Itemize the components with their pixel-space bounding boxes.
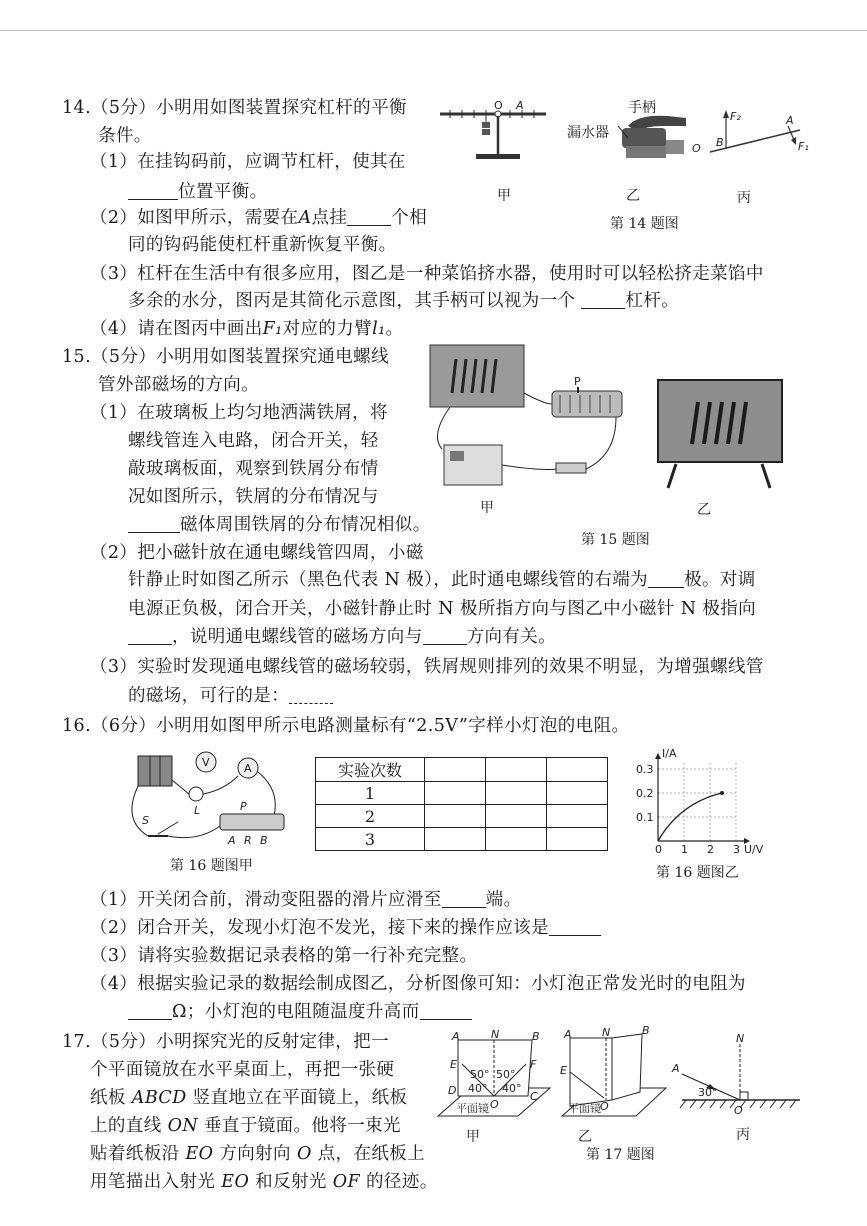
fig16-S: S (142, 814, 149, 827)
fig16-jia-circuit (128, 750, 298, 850)
fig16-voltmeter: V (202, 756, 210, 769)
q16-line-5: （4）根据实验记录的数据绘制成图乙，分析图像可知：小灯泡正常发光时的电阻为 (90, 974, 746, 994)
fig14-bing-label: 丙 (737, 190, 751, 206)
svg-text:A: A (672, 1062, 680, 1075)
q16-line-6: Ω；小灯泡的电阻随温度升高而 (128, 1000, 472, 1024)
fig14-jia-label: 甲 (497, 188, 511, 204)
q17-line-5: 贴着纸板沿 EO 方向射向 O 点，在纸板上 (90, 1144, 426, 1164)
table-cell[interactable] (486, 828, 547, 851)
fig16-B: B (260, 834, 268, 847)
q17-line-3: 纸板 ABCD 竖直地立在平面镜上，纸板 (90, 1088, 408, 1108)
q15-line-10: 电源正负极，闭合开关，小磁针静止时 N 极所指方向与图乙中小磁针 N 极指向 (128, 599, 757, 619)
q14-line-9: （4）请在图丙中画出F₁对应的力臂l₁。 (90, 319, 404, 339)
q14-line-1: 14.（5分）小明用如图装置探究杠杆的平衡 (62, 98, 407, 118)
svg-text:A: A (452, 1030, 460, 1043)
q16-blank-3[interactable] (128, 1001, 172, 1020)
fig16-yi-caption: 第 16 题图乙 (656, 865, 739, 881)
svg-text:E: E (560, 1064, 567, 1077)
q17-line-6: 用笔描出入射光 EO 和反射光 OF 的径迹。 (90, 1172, 438, 1192)
svg-text:A: A (564, 1028, 572, 1041)
q15-line-12: （3）实验时发现通电螺线管的磁场较弱，铁屑规则排列的效果不明显，为增强螺线管 (90, 657, 764, 677)
fig16-L: L (194, 804, 201, 817)
fig16-xtick: 0 (655, 843, 662, 856)
q16-blank-2[interactable] (549, 917, 601, 936)
fig16-R: R (244, 834, 252, 847)
table-cell[interactable] (547, 782, 608, 805)
fig16-ytick: 0.3 (636, 763, 654, 776)
fig16-xtick: 3 (733, 843, 740, 856)
fig15-caption: 第 15 题图 (581, 532, 650, 548)
svg-text:D: D (448, 1084, 457, 1097)
fig15-yi-board (658, 380, 788, 490)
fig15-jia-label: 甲 (480, 500, 494, 516)
table-cell[interactable] (486, 805, 547, 828)
q15-line-1: 15.（5分）小明用如图装置探究通电螺线 (62, 347, 389, 367)
fig16-A: A (228, 834, 236, 847)
fig17-caption: 第 17 题图 (586, 1147, 655, 1163)
table-row (316, 782, 608, 805)
fig16-xtick: 1 (681, 843, 688, 856)
table-cell[interactable] (486, 758, 547, 782)
q15-blank-4[interactable] (423, 626, 467, 645)
fig14-bing-B: B (716, 136, 724, 149)
top-rule (0, 30, 867, 31)
table-cell[interactable] (547, 828, 608, 851)
fig14-bing-F2: F₂ (730, 110, 741, 123)
fig15-P: P (574, 375, 581, 388)
q14-line-7: （3）杠杆在生活中有很多应用，图乙是一种菜馅挤水器，使用时可以轻松挤走菜馅中 (90, 264, 764, 284)
table-cell[interactable] (425, 805, 486, 828)
svg-text:N: N (736, 1032, 745, 1045)
table-header-cell: 实验次数 (316, 758, 425, 782)
fig17-bing-label: 丙 (736, 1127, 750, 1143)
table-cell: 1 (316, 782, 425, 805)
q16-line-1: 16.（6分）小明用如图甲所示电路测量标有“2.5V”字样小灯泡的电阻。 (62, 716, 630, 736)
fig17-50-right: 50° (496, 1068, 516, 1081)
q15-line-5: 敲玻璃板面，观察到铁屑分布情 (128, 459, 379, 479)
svg-text:N: N (602, 1026, 611, 1039)
q14-line-5: （2）如图甲所示，需要在A点挂 个相 (90, 208, 428, 228)
q17-line-1: 17.（5分）小明探究光的反射定律，把一 (62, 1032, 389, 1052)
table-row (316, 828, 608, 851)
fig17-50-left: 50° (470, 1068, 490, 1081)
q17-line-4: 上的直线 ON 垂直于镜面。他将一束光 (90, 1116, 401, 1136)
fig16-graph-xlabel: U/V (744, 843, 764, 856)
q15-line-3: （1）在玻璃板上均匀地洒满铁屑，将 (90, 403, 388, 423)
fig16-jia-caption: 第 16 题图甲 (170, 858, 253, 874)
q15-line-8: （2）把小磁针放在通电螺线管四周，小磁 (90, 543, 424, 563)
svg-text:O: O (490, 1098, 499, 1111)
table-cell[interactable] (425, 782, 486, 805)
fig16-ammeter: A (244, 762, 252, 775)
q15-line-11: ，说明通电螺线管的磁场方向与 方向有关。 (128, 625, 556, 649)
q14-line-2: 条件。 (98, 126, 152, 146)
svg-text:C: C (530, 1090, 538, 1103)
fig14-jia-lever (440, 98, 550, 168)
fig14-A: A (516, 99, 524, 112)
svg-text:B: B (532, 1030, 540, 1043)
fig14-yi-label: 乙 (626, 188, 640, 204)
svg-text:O: O (734, 1104, 743, 1117)
svg-text:F: F (530, 1058, 537, 1071)
fig17-yi-label: 乙 (578, 1129, 592, 1145)
fig16-P: P (240, 800, 247, 813)
fig15-jia-circuit (430, 345, 630, 495)
q15-line-6: 况如图所示，铁屑的分布情况与 (128, 487, 379, 507)
fig14-bing-A: A (786, 114, 794, 127)
q15-blank-2[interactable] (648, 569, 684, 588)
svg-text:E: E (450, 1058, 457, 1071)
svg-text:O: O (600, 1100, 609, 1113)
q16-line-2: （1）开关闭合前，滑动变阻器的滑片应滑至 端。 (90, 890, 522, 910)
q16-line-4: （3）请将实验数据记录表格的第一行补充完整。 (90, 946, 478, 966)
q15-blank-5[interactable] (289, 685, 333, 704)
fig16-ytick: 0.2 (636, 787, 654, 800)
q16-line-3: （2）闭合开关，发现小灯泡不发光，接下来的操作应该是 (90, 916, 601, 940)
fig17-jia (436, 1028, 556, 1124)
svg-text:B: B (642, 1024, 650, 1037)
q15-line-9: 针静止时如图乙所示（黑色代表 N 极），此时通电螺线管的右端为 极。对调 (128, 570, 756, 590)
fig16-yi-graph (636, 747, 770, 856)
table-cell: 3 (316, 828, 425, 851)
q14-line-3: （1）在挂钩码前，应调节杠杆，使其在 (90, 152, 406, 172)
q14-blank-3[interactable] (581, 290, 625, 309)
q16-blank-1[interactable] (442, 889, 486, 908)
svg-text:N: N (491, 1028, 500, 1041)
table-cell[interactable] (547, 805, 608, 828)
fig14-bing-F1: F₁ (798, 140, 809, 153)
fig15-yi-label: 乙 (697, 502, 711, 518)
q14-line-6: 同的钩码能使杠杆重新恢复平衡。 (128, 235, 397, 255)
q16-data-table (315, 757, 608, 851)
q15-line-7: 磁体周围铁屑的分布情况相似。 (128, 513, 431, 537)
fig17-jia-label: 甲 (466, 1129, 480, 1145)
table-cell[interactable] (425, 758, 486, 782)
q14-line-8: 多余的水分，图丙是其简化示意图，其手柄可以视为一个 杠杆。 (128, 291, 680, 311)
fig14-caption: 第 14 题图 (610, 216, 679, 232)
q15-blank-3[interactable] (128, 626, 172, 645)
table-cell[interactable] (425, 828, 486, 851)
fig16-ytick: 0.1 (636, 811, 654, 824)
q15-blank-1[interactable] (128, 514, 180, 533)
fig14-O: O (494, 99, 503, 112)
fig17-40-right: 40° (502, 1082, 522, 1095)
fig17-40-left: 40° (468, 1082, 488, 1095)
q14-blank-2[interactable] (347, 207, 391, 226)
fig17-30: 30° (698, 1086, 718, 1099)
table-cell: 2 (316, 805, 425, 828)
q14-blank-1[interactable] (128, 181, 178, 200)
q17-line-2: 个平面镜放在水平桌面上，再把一张硬 (90, 1060, 395, 1080)
fig17-jia-mirror: 平面镜 (456, 1102, 489, 1115)
q16-blank-4[interactable] (420, 1001, 472, 1020)
q14-line-4: 位置平衡。 (128, 180, 268, 204)
fig17-yi (560, 1024, 670, 1124)
fig16-graph-ylabel: I/A (662, 747, 677, 760)
table-row (316, 805, 608, 828)
table-cell[interactable] (547, 758, 608, 782)
fig14-bing-schematic (690, 100, 820, 160)
fig14-handle-label: 手柄 (628, 100, 656, 116)
q15-line-4: 螺线管连入电路，闭合开关，轻 (128, 431, 379, 451)
fig14-bing-O: O (692, 142, 701, 155)
fig17-bing (672, 1032, 802, 1118)
fig14-leak-label: 漏水器 (567, 125, 609, 141)
fig16-xtick: 2 (707, 843, 714, 856)
q15-line-13: 的磁场，可行的是： (128, 684, 333, 708)
table-row (316, 758, 608, 782)
table-cell[interactable] (486, 782, 547, 805)
fig17-yi-mirror: 平面镜 (568, 1102, 601, 1115)
q15-line-2: 管外部磁场的方向。 (98, 375, 260, 395)
